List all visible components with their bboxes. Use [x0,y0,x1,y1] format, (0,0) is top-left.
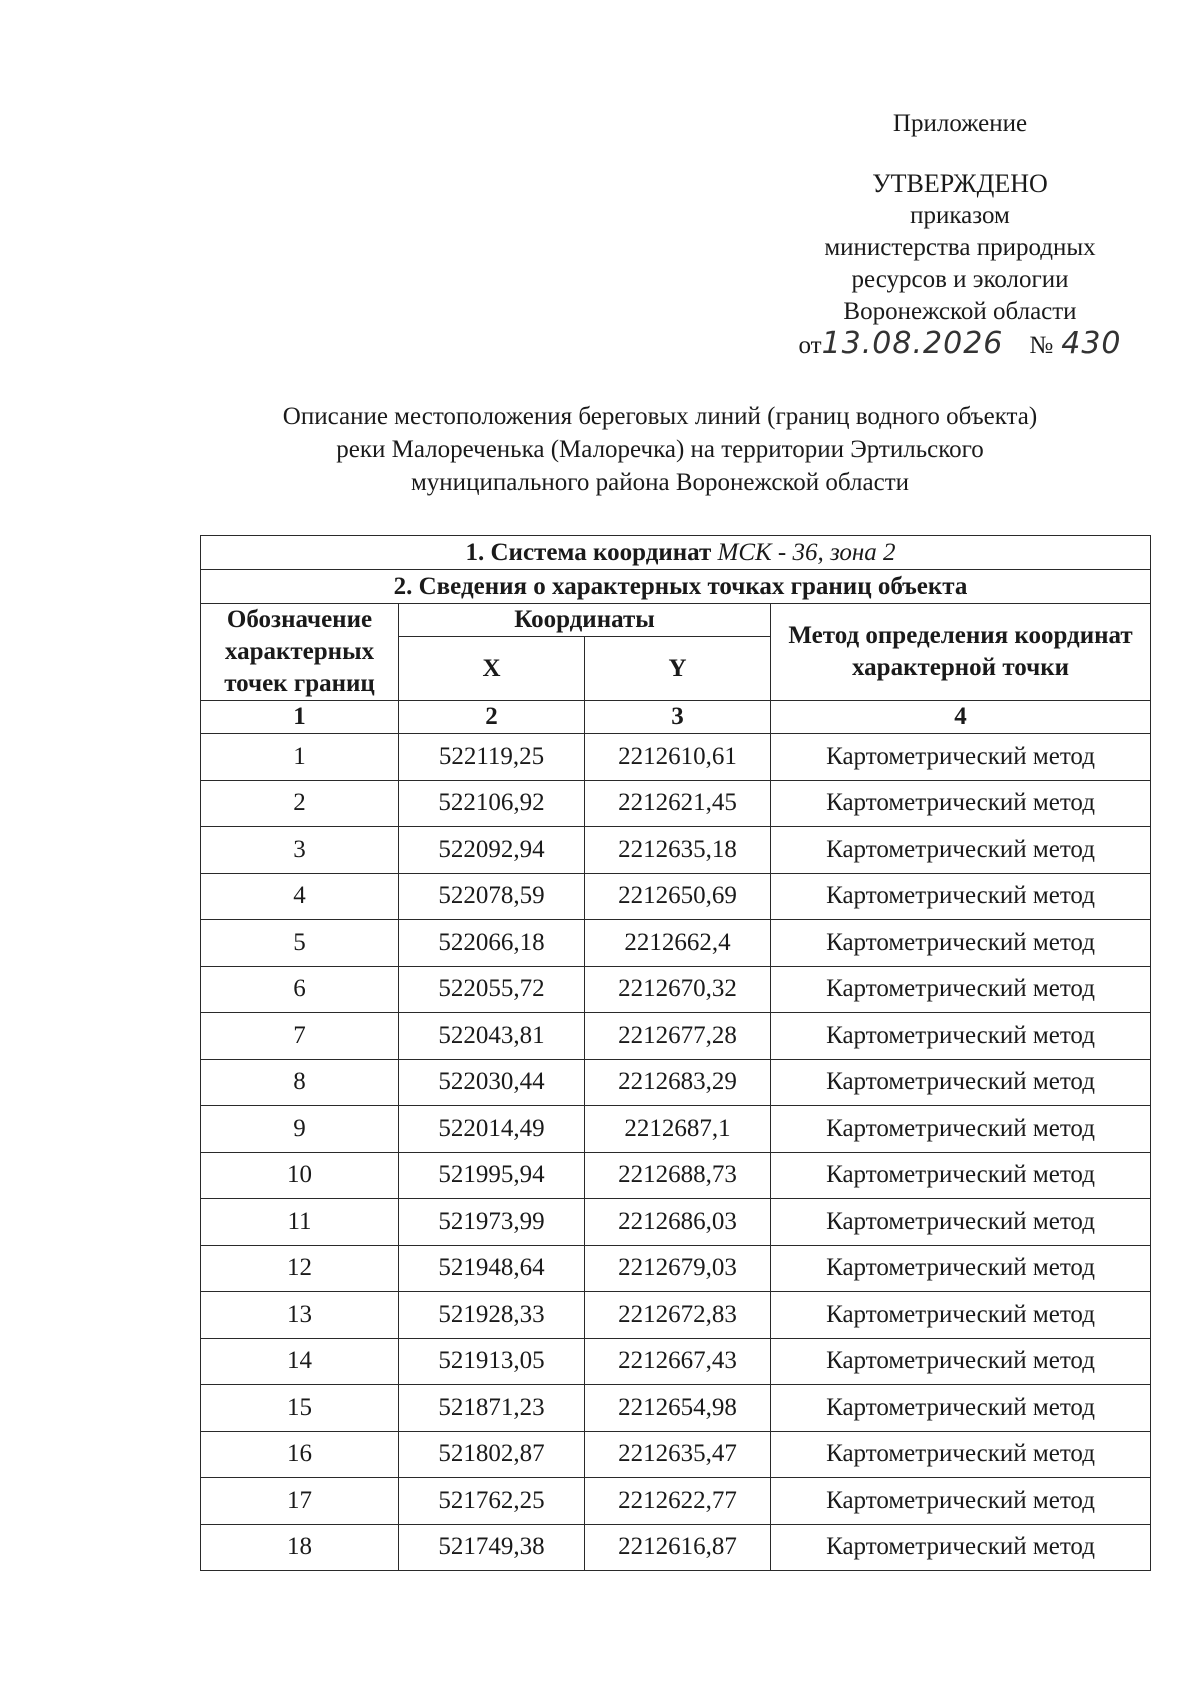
header-coordinates: Координаты [399,604,771,637]
point-cell: 16 [201,1431,399,1478]
table-row [201,1431,1151,1478]
y-cell: 2212667,43 [585,1338,771,1385]
method-cell: Картометрический метод [771,1013,1151,1060]
table-row [201,827,1151,874]
point-cell: 18 [201,1524,399,1571]
x-cell: 522043,81 [399,1013,585,1060]
point-cell: 13 [201,1292,399,1339]
point-cell: 5 [201,920,399,967]
number-sign: № [1029,332,1054,359]
x-cell: 521948,64 [399,1245,585,1292]
y-cell: 2212688,73 [585,1152,771,1199]
approval-block [770,108,1150,362]
column-number: 1 [201,701,399,734]
table-row [201,1199,1151,1246]
coordinate-system-label: 1. Система координат [465,538,712,566]
x-cell: 521913,05 [399,1338,585,1385]
y-cell: 2212610,61 [585,734,771,781]
y-cell: 2212683,29 [585,1059,771,1106]
point-cell: 11 [201,1199,399,1246]
x-cell: 521973,99 [399,1199,585,1246]
table-row [201,1059,1151,1106]
y-cell: 2212621,45 [585,780,771,827]
table-body [201,734,1151,1571]
table-row [201,873,1151,920]
x-cell: 522014,49 [399,1106,585,1153]
x-cell: 522119,25 [399,734,585,781]
y-cell: 2212635,18 [585,827,771,874]
y-cell: 2212622,77 [585,1478,771,1525]
coordinate-system-value: МСК - 36, зона 2 [717,538,896,566]
y-cell: 2212654,98 [585,1385,771,1432]
y-cell: 2212635,47 [585,1431,771,1478]
column-number: 2 [399,701,585,734]
point-cell: 12 [201,1245,399,1292]
x-cell: 522078,59 [399,873,585,920]
point-cell: 1 [201,734,399,781]
document-title [200,400,1120,499]
method-cell: Картометрический метод [771,1524,1151,1571]
table-row [201,966,1151,1013]
table-row [201,780,1151,827]
column-number: 3 [585,701,771,734]
y-cell: 2212672,83 [585,1292,771,1339]
header-x: X [399,637,585,701]
coordinates-table [200,535,1151,1571]
method-cell: Картометрический метод [771,920,1151,967]
coordinate-system-cell [201,536,1151,570]
y-cell: 2212662,4 [585,920,771,967]
method-cell: Картометрический метод [771,1431,1151,1478]
table-row [201,1245,1151,1292]
y-cell: 2212686,03 [585,1199,771,1246]
point-cell: 10 [201,1152,399,1199]
method-cell: Картометрический метод [771,1106,1151,1153]
x-cell: 521762,25 [399,1478,585,1525]
table-row [201,1292,1151,1339]
x-cell: 521802,87 [399,1431,585,1478]
point-cell: 6 [201,966,399,1013]
approved-label: УТВЕРЖДЕНО [872,169,1048,198]
method-cell: Картометрический метод [771,1338,1151,1385]
order-date-line [770,328,1150,362]
table-row [201,1152,1151,1199]
table-row [201,734,1151,781]
column-number-row [201,701,1151,734]
table-row [201,1478,1151,1525]
x-cell: 521749,38 [399,1524,585,1571]
method-cell: Картометрический метод [771,734,1151,781]
y-cell: 2212670,32 [585,966,771,1013]
points-info-label: 2. Сведения о характерных точках границ объекта [201,570,1151,604]
y-cell: 2212677,28 [585,1013,771,1060]
method-cell: Картометрический метод [771,1385,1151,1432]
approval-line: ресурсов и экологии [851,266,1069,293]
date-prefix: от [798,332,822,359]
points-info-row [201,570,1151,604]
x-cell: 521871,23 [399,1385,585,1432]
point-cell: 7 [201,1013,399,1060]
x-cell: 522055,72 [399,966,585,1013]
coordinate-system-row [201,536,1151,570]
x-cell: 522106,92 [399,780,585,827]
x-cell: 522066,18 [399,920,585,967]
point-cell: 9 [201,1106,399,1153]
x-cell: 521995,94 [399,1152,585,1199]
method-cell: Картометрический метод [771,1199,1151,1246]
method-cell: Картометрический метод [771,827,1151,874]
title-line: Описание местоположения береговых линий (границ водного объекта) [282,403,1038,430]
header-point: Обозначение характерных точек границ [201,604,399,701]
y-cell: 2212687,1 [585,1106,771,1153]
handwritten-date: 13.08.2026 [821,326,1004,361]
point-cell: 14 [201,1338,399,1385]
method-cell: Картометрический метод [771,1292,1151,1339]
header-y: Y [585,637,771,701]
table-row [201,1013,1151,1060]
method-cell: Картометрический метод [771,1245,1151,1292]
y-cell: 2212650,69 [585,873,771,920]
method-cell: Картометрический метод [771,780,1151,827]
method-cell: Картометрический метод [771,1152,1151,1199]
x-cell: 522092,94 [399,827,585,874]
handwritten-number: 430 [1061,326,1122,361]
method-cell: Картометрический метод [771,873,1151,920]
title-line: муниципального района Воронежской области [410,469,909,496]
point-cell: 8 [201,1059,399,1106]
table-row [201,1338,1151,1385]
approval-line: Воронежской области [843,298,1077,325]
title-line: реки Малореченька (Малоречка) на территории Эртильского [336,436,984,463]
header-row [201,604,1151,637]
x-cell: 521928,33 [399,1292,585,1339]
point-cell: 3 [201,827,399,874]
method-cell: Картометрический метод [771,1059,1151,1106]
point-cell: 15 [201,1385,399,1432]
approval-line: министерства природных [824,234,1096,261]
approval-line: приказом [910,202,1010,229]
header-method: Метод определения координат характерной точки [771,604,1151,701]
table-row [201,1524,1151,1571]
y-cell: 2212616,87 [585,1524,771,1571]
point-cell: 17 [201,1478,399,1525]
table-row [201,920,1151,967]
column-number: 4 [771,701,1151,734]
point-cell: 4 [201,873,399,920]
x-cell: 522030,44 [399,1059,585,1106]
method-cell: Картометрический метод [771,1478,1151,1525]
table-row [201,1385,1151,1432]
method-cell: Картометрический метод [771,966,1151,1013]
y-cell: 2212679,03 [585,1245,771,1292]
appendix-label: Приложение [892,110,1028,137]
point-cell: 2 [201,780,399,827]
table-row [201,1106,1151,1153]
